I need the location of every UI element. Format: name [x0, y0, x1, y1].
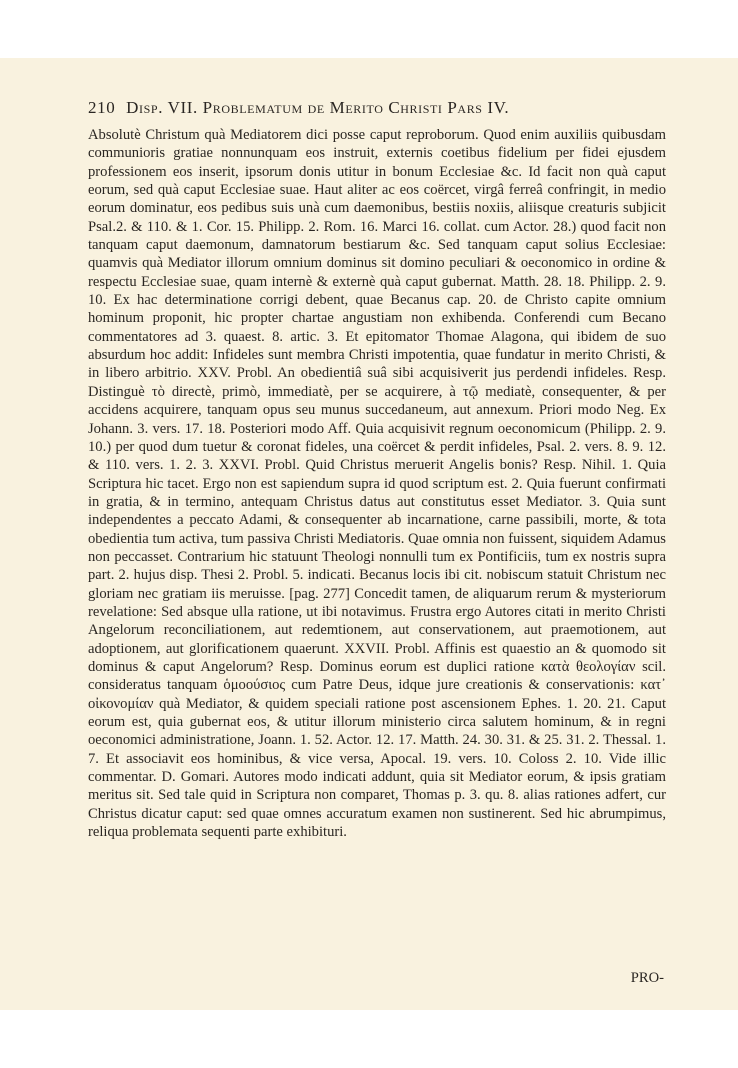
catchword: PRO- — [630, 970, 664, 986]
running-title: Disp. VII. Problematum de Merito Christi Pars IV. — [126, 98, 510, 117]
running-header — [88, 98, 668, 118]
paragraph: Absolutè Christum quà Mediatorem dici posse caput reproborum. Quod enim auxiliis quibusdam communioris gratiae nonnunquam eos instruit, externis coetibus fidelium per fidei ejusdem professionem eos inserit, ipsorum donis utitur in bonum Ecclesiae &c. Id facit non quà caput eorum, sed quà caput Ecclesiae suae. Haut aliter ac eos coërcet, virgâ ferreâ confringit, in medio eorum dominatur, eos pedibus suis unà cum daemonibus, bestiis noxiis, aliisque creaturis subjicit Psal.2. & 110. & 1. Cor. 15. Philipp. 2. Rom. 16. Marci 16. collat. cum Actor. 28.) quod facit non tanquam caput daemonum, damnatorum bestiarum &c. Sed tanquam caput solius Ecclesiae: quamvis quà Mediator illorum omnium dominus sit domino peculiari & oeconomico in ordine & respectu Ecclesiae suae, quam internè & externè quà caput gubernat. Matth. 28. 18. Philipp. 2. 9. 10. Ex hac determinatione corrigi debent, quae Becanus cap. 20. de Christo capite omnium hominum proponit, hic propter chartae angustiam non exhibenda. Conferendi cum Becano commentatores ad 3. quaest. 8. artic. 3. Et epitomator Thomae Alagona, qui ibidem de suo absurdum hoc addit: Infideles sunt membra Christi impotentia, quae fundatur in merito Christi, & in libero arbitrio. XXV. Probl. An obedientiâ suâ sibi acquisiverit jus perdendi infideles. Resp. Distinguè τὸ directè, primò, immediatè, per se acquirere, à τῷ mediatè, consequenter, & per accidens acquirere, tanquam opus seu munus succedaneum, aut annexum. Priori modo Neg. Ex Johann. 3. vers. 17. 18. Posteriori modo Aff. Quia acquisivit regnum oeconomicum (Philipp. 2. 9. 10.) per quod dum tuetur & coronat fideles, una coërcet & perdit infideles, Psal. 2. vers. 8. 9. 12. & 110. vers. 1. 2. 3. XXVI. Probl. Quid Christus meruerit Angelis bonis? Resp. Nihil. 1. Quia Scriptura hic tacet. Ergo non est sapiendum supra id quod scriptum est. 2. Quia fuerunt confirmati in gratia, & in termino, antequam Christus datus aut constitutus esset Mediator. 3. Quia sunt independentes a peccato Adami, & consequenter ab incarnatione, carne passibili, morte, & tota obedientia tum activa, tum passiva Christi Mediatoris. Quae omnia non fuissent, siquidem Adamus non peccasset. Contrarium hic statuunt Theologi nonnulli tum ex Pontificiis, tum ex nostris supra part. 2. hujus disp. Thesi 2. Probl. 5. indicati. Becanus locis ibi cit. nobiscum statuit Christum nec gloriam nec gratiam iis meruisse. [pag. 277] Concedit tamen, de aliquarum rerum & mysteriorum revelatione: Sed absque ulla ratione, ut ibi notavimus. Frustra ergo Autores citati in merito Christi Angelorum reconciliationem, aut redemtionem, aut conservationem, aut praemotionem, aut adoptionem, aut glorificationem quaerunt. XXVII. Probl. Affinis est quaestio an & quomodo sit dominus & caput Angelorum? Resp. Dominus eorum est duplici ratione κατὰ θεολογίαν scil. consideratus tanquam ὁμοούσιος cum Patre Deus, idque jure creationis & conservationis: κατ᾽ οἰκονομίαν quà Mediator, & quidem speciali ratione post ascensionem Ephes. 1. 20. 21. Caput eorum est, quia gubernat eos, & utitur illorum ministerio circa salutem hominum, & in regni oeconomici administratione, Joann. 1. 52. Actor. 12. 17. Matth. 24. 30. 31. & 25. 31. 2. Thessal. 1. 7. Et associavit eos hominibus, & vice versa, Apocal. 19. vers. 10. Coloss 2. 10. Vide illic commentar. D. Gomari. Autores modo indicati addunt, quia sit Mediator eorum, & ipsis gratiam meritus sit. Sed tale quid in Scriptura non comparet, Thomas p. 3. qu. 8. alias rationes adfert, cur Christus dicatur caput: sed quae omnes accuratum examen non sustinerent. Sed hic abrumpimus, reliqua problemata sequenti parte exhibituri. — [88, 127, 666, 841]
body-text — [88, 126, 666, 841]
page-number: 210 — [88, 98, 116, 117]
book-page — [0, 58, 738, 1010]
